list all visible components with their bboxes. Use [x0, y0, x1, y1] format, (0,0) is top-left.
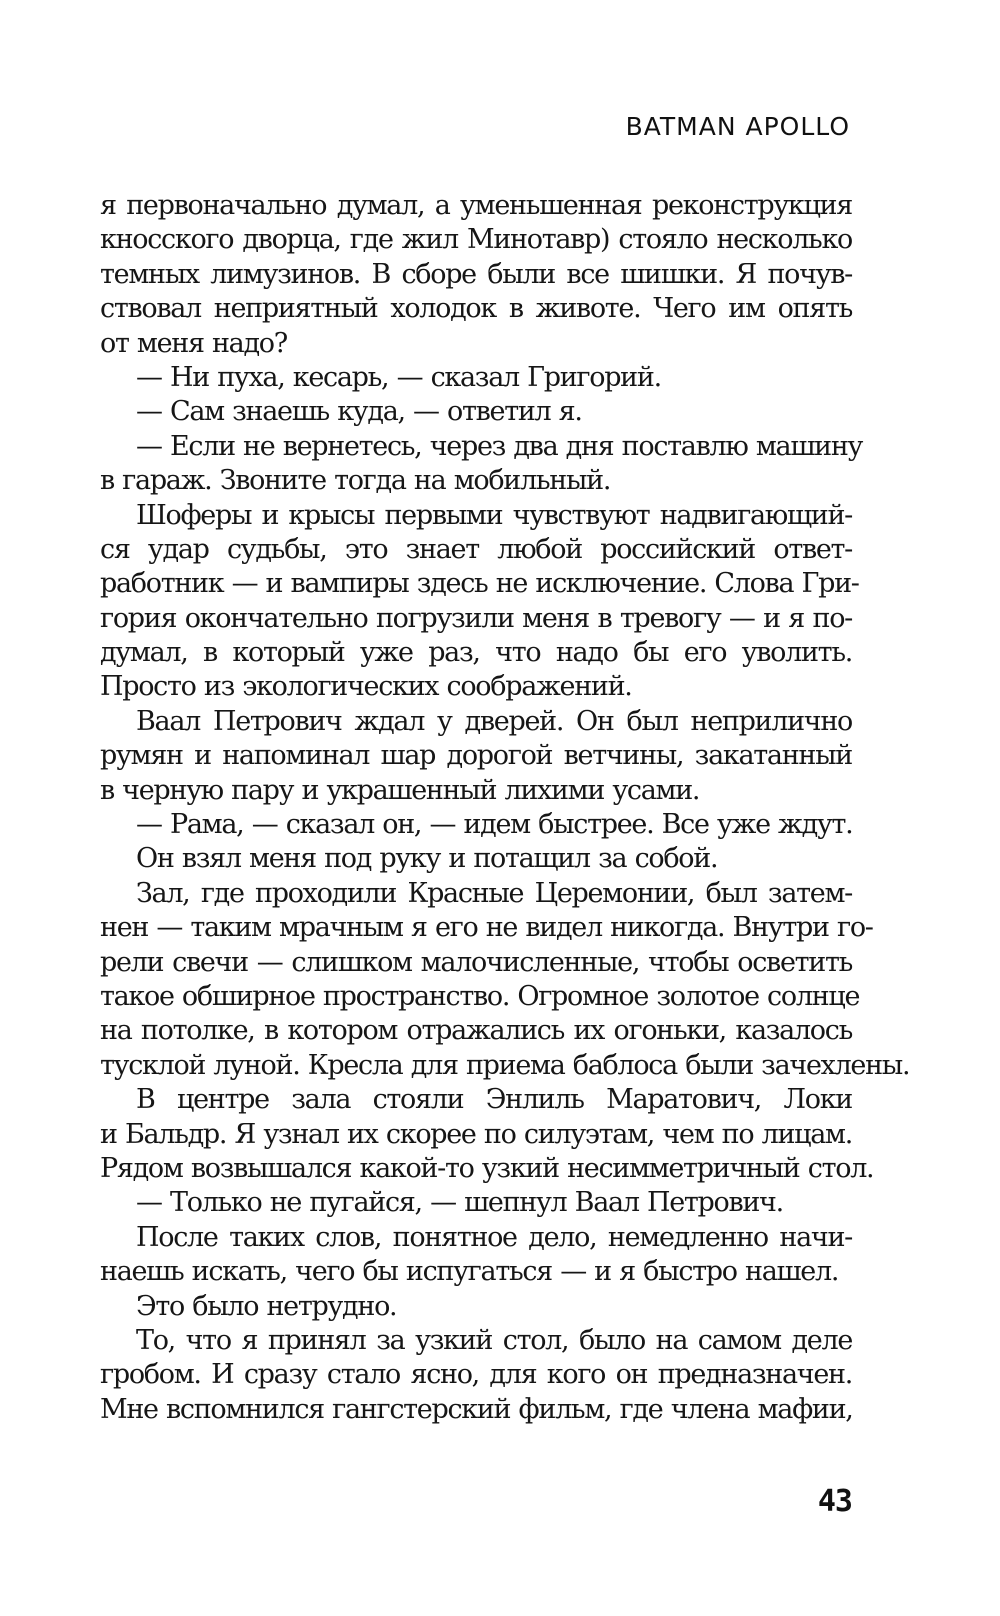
text-line: тусклой луной. Кресла для приема баблоса были зачехлены.: [100, 1049, 910, 1081]
text-line: и Бальдр. Я узнал их скорее по силуэтам, чем по лицам.: [100, 1118, 852, 1150]
text-line: — Только не пугайся, — шепнул Ваал Петрович.: [136, 1187, 783, 1219]
text-line: Рядом возвышался какой-то узкий несимметричный стол.: [100, 1152, 874, 1184]
text-line: Шоферы и крысы первыми чувствуют надвигающий-: [136, 499, 852, 531]
text-line: ся удар судьбы, это знает любой российский ответ-: [100, 533, 852, 565]
text-line: — Ни пуха, кесарь, — сказал Григорий.: [136, 361, 661, 393]
running-title: BATMAN APOLLO: [625, 112, 850, 141]
text-line: нен — таким мрачным я его не видел никогда. Внутри го-: [100, 912, 873, 944]
text-line: от меня надо?: [100, 327, 287, 359]
text-line: В центре зала стояли Энлиль Маратович, Локи: [136, 1084, 852, 1116]
text-line: ствовал неприятный холодок в животе. Чего им опять: [100, 293, 852, 325]
text-line: рели свечи — слишком малочисленные, чтобы осветить: [100, 946, 852, 978]
text-line: гория окончательно погрузили меня в тревогу — и я по-: [100, 602, 852, 634]
text-line: После таких слов, понятное дело, немедленно начи-: [136, 1221, 852, 1253]
text-line: я первоначально думал, а уменьшенная реконструкция: [100, 190, 852, 221]
text-line: — Сам знаешь куда, — ответил я.: [136, 396, 582, 428]
text-line: Ваал Петрович ждал у дверей. Он был неприлично: [136, 705, 852, 737]
text-line: Зал, где проходили Красные Церемонии, был затем-: [136, 877, 852, 909]
page-number: 43: [817, 1484, 852, 1519]
text-line: на потолке, в котором отражались их огоньки, казалось: [100, 1015, 852, 1047]
text-line: гробом. И сразу стало ясно, для кого он предназначен.: [100, 1359, 852, 1391]
text-line: в черную пару и украшенный лихими усами.: [100, 774, 700, 806]
text-line: в гараж. Звоните тогда на мобильный.: [100, 465, 611, 497]
body-text: [100, 189, 910, 1427]
text-line: работник — и вампиры здесь не исключение. Слова Гри-: [100, 568, 859, 600]
text-line: Это было нетрудно.: [136, 1290, 397, 1322]
text-line: Мне вспомнился гангстерский фильм, где члена мафии,: [100, 1393, 853, 1425]
text-line: такое обширное пространство. Огромное золотое солнце: [100, 980, 860, 1012]
text-line: Просто из экологических соображений.: [100, 671, 632, 703]
text-line: кносского дворца, где жил Минотавр) стояло несколько: [100, 224, 852, 256]
text-line: румян и напоминал шар дорогой ветчины, закатанный: [100, 740, 852, 772]
text-line: наешь искать, чего бы испугаться — и я быстро нашел.: [100, 1256, 839, 1288]
text-line: думал, в который уже раз, что надо бы его уволить.: [100, 637, 852, 669]
text-line: Он взял меня под руку и потащил за собой.: [136, 843, 718, 875]
text-line: — Рама, — сказал он, — идем быстрее. Все уже ждут.: [136, 809, 853, 841]
text-line: — Если не вернетесь, через два дня поставлю машину: [136, 430, 863, 462]
text-line: То, что я принял за узкий стол, было на самом деле: [136, 1324, 852, 1356]
text-line: темных лимузинов. В сборе были все шишки. Я почув-: [100, 258, 852, 290]
